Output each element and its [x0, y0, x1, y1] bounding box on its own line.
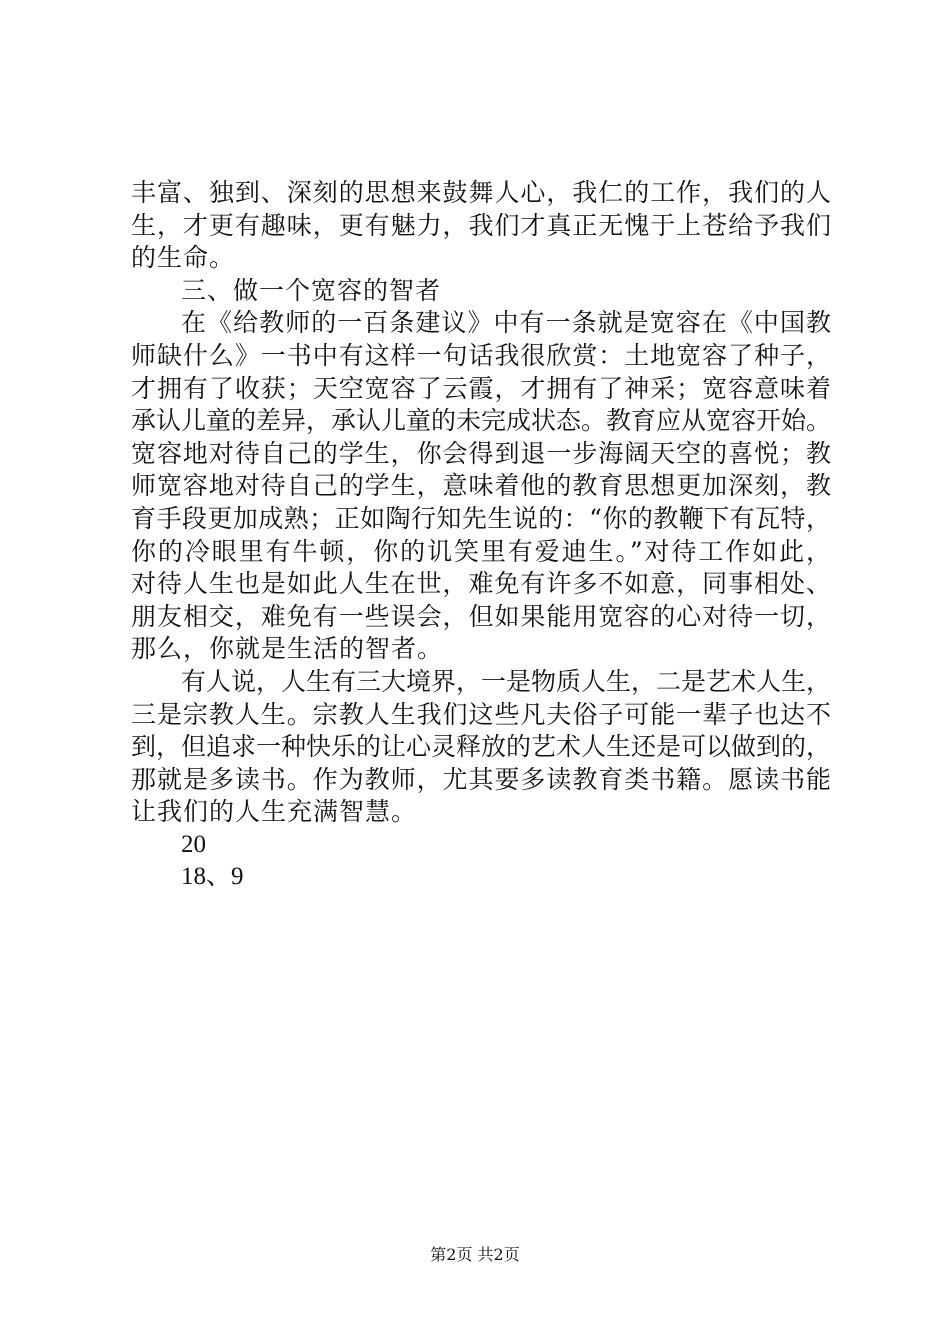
text-line: 三是宗教人生。宗教人生我们这些凡夫俗子可能一辈子也达不	[131, 699, 831, 729]
text-line: 育手段更加成熟；正如陶行知先生说的：“你的教鞭下有瓦特，	[131, 503, 831, 533]
text-line: 的生命。	[131, 243, 236, 273]
text-line: 宽容地对待自己的学生，你会得到退一步海阔天空的喜悦；教	[131, 438, 831, 468]
text-line: 那么，你就是生活的智者。	[131, 634, 444, 664]
text-line: 师宽容地对待自己的学生，意味着他的教育思想更加深刻，教	[131, 471, 831, 501]
paragraph-start-line: 有人说，人生有三大境界，一是物质人生，二是艺术人生，	[181, 666, 832, 696]
paragraph-start-line: 在《给教师的一百条建议》中有一条就是宽容在《中国教	[181, 308, 831, 338]
text-line: 师缺什么》一书中有这样一句话我很欣赏：土地宽容了种子，	[131, 340, 831, 370]
text-line: 那就是多读书。作为教师，尤其要多读教育类书籍。愿读书能	[131, 764, 831, 794]
text-line: 到，但追求一种快乐的让心灵释放的艺术人生还是可以做到的，	[131, 732, 832, 762]
text-line: 对待人生也是如此人生在世，难免有许多不如意，同事相处、	[131, 569, 831, 599]
section-heading: 三、做一个宽容的智者	[181, 275, 442, 305]
text-line: 朋友相交，难免有一些误会，但如果能用宽容的心对待一切，	[131, 601, 831, 631]
text-line: 丰富、独到、深刻的思想来鼓舞人心，我仁的工作，我们的人	[131, 178, 831, 207]
text-line: 你的冷眼里有牛顿，你的讥笑里有爱迪生。”对待工作如此，	[131, 536, 831, 566]
date-line: 20	[181, 830, 206, 858]
text-line: 承认儿童的差异，承认儿童的未完成状态。教育应从宽容开始。	[131, 406, 832, 436]
document-body	[131, 177, 831, 894]
text-line: 让我们的人生充满智慧。	[131, 797, 418, 827]
date-line: 18、9	[181, 863, 244, 891]
text-line: 生，才更有趣味，更有魅力，我们才真正无愧于上苍给予我们	[131, 210, 831, 240]
page-footer: 第2页 共2页	[430, 1245, 520, 1264]
text-line: 才拥有了收获；天空宽容了云霞，才拥有了神采；宽容意味着	[131, 373, 831, 403]
